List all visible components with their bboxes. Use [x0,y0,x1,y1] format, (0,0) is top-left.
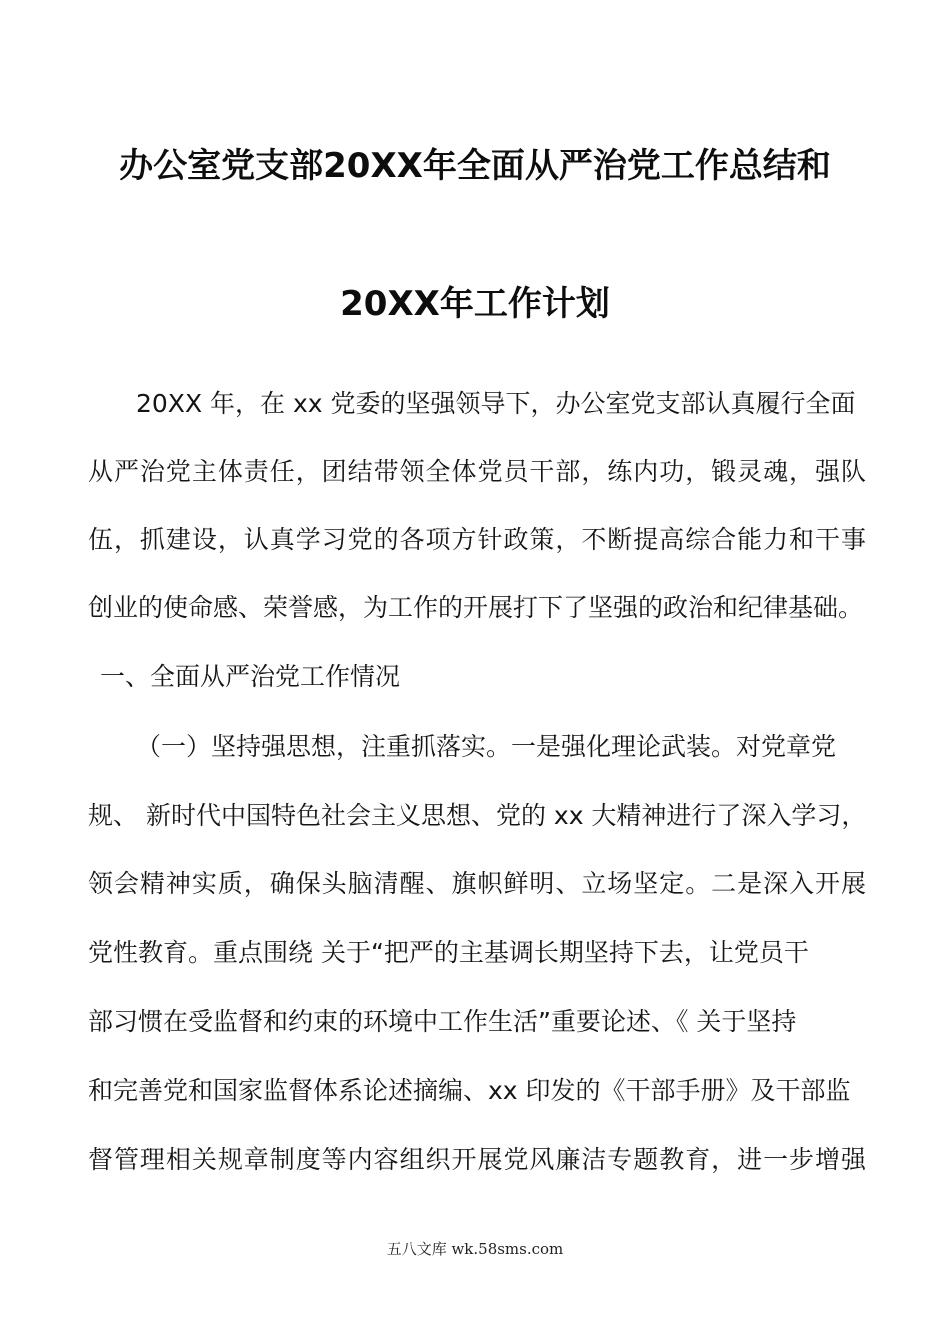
document-title-line-1: 办公室党支部20XX年全面从严治党工作总结和 [119,146,831,186]
body-line-8: 领会精神实质，确保头脑清醒、旗帜鲜明、立场坚定。二是深入开展 [88,869,866,898]
body-line-7: 规、 新时代中国特色社会主义思想、党的 xx 大精神进行了深入学习， [88,801,867,830]
document-title-line-2: 20XX年工作计划 [340,284,610,324]
body-line-11: 和完善党和国家监督体系论述摘编、xx 印发的《干部手册》及干部监 [88,1076,851,1105]
footer-watermark: 五八文库 wk.58sms.com [386,1240,564,1258]
section-heading: 一、全面从严治党工作情况 [100,662,401,691]
body-line-6: （一）坚持强思想，注重抓落实。一是强化理论武装。对党章党 [136,732,837,761]
body-line-9: 党性教育。重点围绕 关于“把严的主基调长期坚持下去，让党员干 [88,938,809,967]
body-line-12: 督管理相关规章制度等内容组织开展党风廉洁专题教育，进一步增强 [88,1145,866,1174]
body-line-1: 20XX 年，在 xx 党委的坚强领导下，办公室党支部认真履行全面 [136,389,856,418]
body-line-3: 伍，抓建设，认真学习党的各项方针政策，不断提高综合能力和干事 [88,525,866,554]
body-line-2: 从严治党主体责任，团结带领全体党员干部，练内功，锻灵魂，强队 [88,457,866,486]
body-line-10: 部习惯在受监督和约束的环境中工作生活”重要论述、《 关于坚持 [88,1007,797,1036]
body-line-4: 创业的使命感、荣誉感，为工作的开展打下了坚强的政治和纪律基础。 [88,593,864,622]
